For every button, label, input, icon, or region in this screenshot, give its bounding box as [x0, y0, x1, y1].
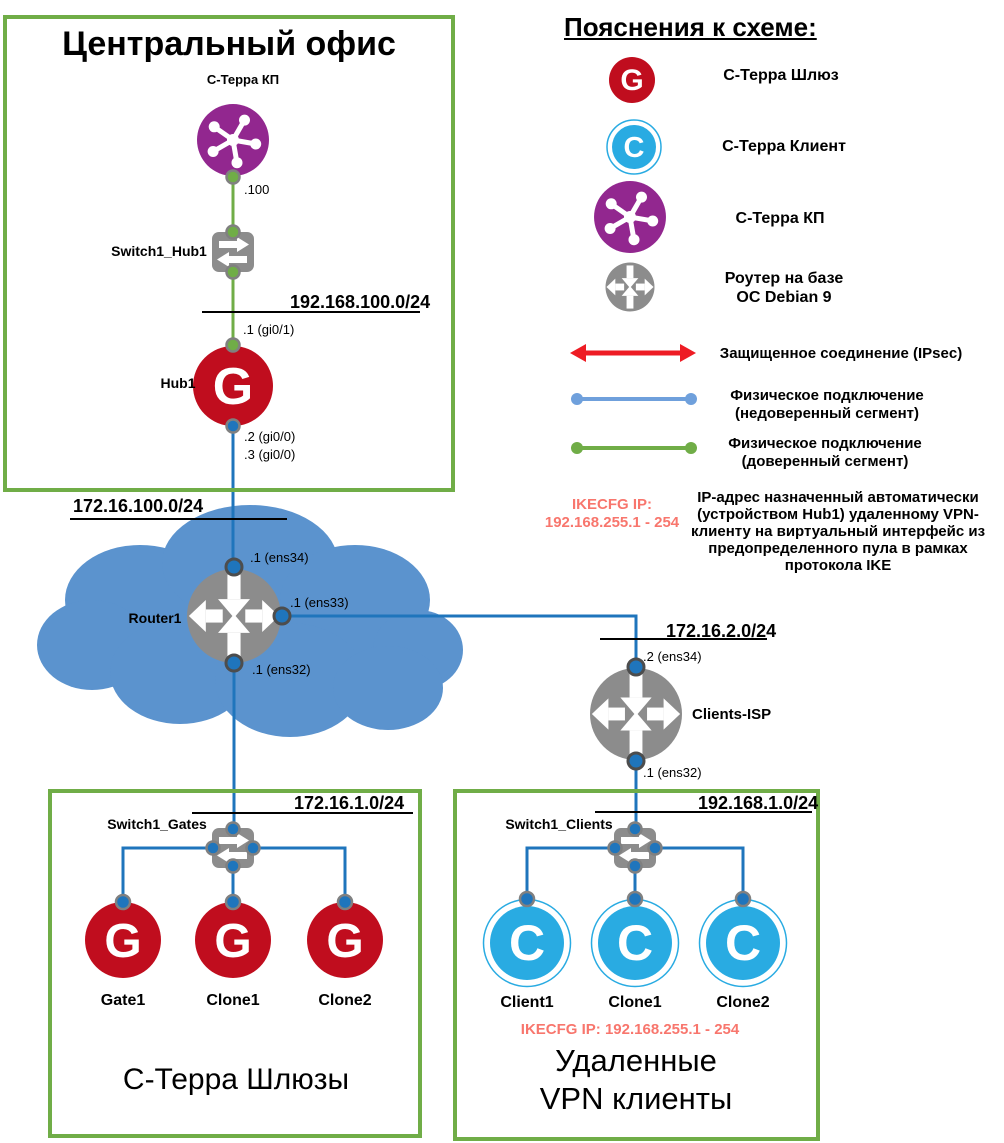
- isp-port-ens32-label: .1 (ens32): [643, 765, 702, 780]
- hub1-port-gi01-label: .1 (gi0/1): [243, 322, 295, 337]
- client1-label: Client1: [500, 994, 554, 1011]
- hub1-label: Hub1: [160, 375, 196, 391]
- gates-network-label: 172.16.1.0/24: [294, 793, 405, 813]
- clients-ikecfg-label: IKECFG IP: 192.168.255.1 - 254: [520, 1021, 740, 1038]
- legend-client-label: С-Терра Клиент: [722, 138, 846, 155]
- router1-icon: [187, 569, 281, 663]
- legend-untrusted-line: [571, 393, 697, 405]
- vpn-clients-title-line2: VPN клиенты: [539, 1081, 733, 1116]
- legend-router-label: [725, 269, 844, 307]
- legend-kp-icon: [594, 181, 666, 253]
- router1-port-ens32-label: .1 (ens32): [252, 662, 311, 677]
- legend-ikecfg-label-line2: 192.168.255.1 - 254: [544, 514, 680, 531]
- legend-router-label-line1: Роутер на базе: [724, 270, 844, 287]
- gateway-letter: G: [620, 64, 644, 97]
- legend-gateway-icon: [609, 57, 655, 103]
- kp-port-label: .100: [244, 182, 270, 197]
- gates-clone2-label: Clone2: [318, 992, 372, 1009]
- legend-gateway-label: С-Терра Шлюз: [723, 67, 839, 84]
- isp-network-label: 172.16.2.0/24: [666, 621, 777, 641]
- client-letter: C: [616, 915, 654, 971]
- clients-network-label: 192.168.1.0/24: [698, 793, 819, 813]
- switch-clients-label: Switch1_Clients: [505, 816, 613, 832]
- central-office-title: Центральный офис: [62, 25, 396, 63]
- isp-port-ens34-label: .2 (ens34): [643, 649, 702, 664]
- legend-ipsec-arrow: [570, 344, 696, 362]
- client-letter: C: [623, 132, 645, 164]
- switch-gates-label: Switch1_Gates: [107, 816, 207, 832]
- legend-router-label-line2: ОС Debian 9: [736, 289, 832, 307]
- legend-ipsec-label: Защищенное соединение (IPsec): [719, 345, 963, 362]
- clients-clone2-label: Clone2: [716, 994, 770, 1011]
- legend-trusted-label-line2: (доверенный сегмент): [741, 453, 909, 470]
- client-letter: C: [508, 915, 546, 971]
- clients-clone1-label: Clone1: [608, 994, 662, 1011]
- gateways-box-title: С-Терра Шлюзы: [122, 1063, 350, 1096]
- central-office-network-label: 192.168.100.0/24: [290, 292, 431, 312]
- router1-label: Router1: [128, 610, 182, 626]
- legend-trusted-label-line1: Физическое подключение: [728, 435, 922, 452]
- hub1-port-gi00-3-label: .3 (gi0/0): [244, 447, 296, 462]
- legend-client-icon: [607, 120, 661, 174]
- legend-ikecfg-description: IP-адрес назначенный автоматически (устройством Hub1) удаленному VPN-клиенту на виртуальный интерфейс из предопределенного пула в рамках протокола IKE: [690, 489, 986, 574]
- wan-network-label: 172.16.100.0/24: [73, 496, 204, 516]
- clients-isp-label: Clients-ISP: [692, 706, 772, 723]
- hub1-port-gi00-2-label: .2 (gi0/0): [244, 429, 296, 444]
- switch-hub1-label: Switch1_Hub1: [111, 243, 207, 259]
- gateway-letter: G: [326, 915, 364, 968]
- gateway-letter: G: [214, 915, 252, 968]
- gateway-letter: G: [212, 358, 254, 416]
- legend-untrusted-label-line2: (недоверенный сегмент): [734, 405, 920, 422]
- router1-port-ens33-label: .1 (ens33): [290, 595, 349, 610]
- legend-trusted-line: [571, 442, 697, 454]
- legend-router-icon: [606, 263, 655, 312]
- client-letter: C: [724, 915, 762, 971]
- gate1-label: Gate1: [100, 992, 146, 1009]
- legend-ikecfg-label: [545, 496, 679, 532]
- gateway-letter: G: [104, 915, 142, 968]
- legend-kp-label: С-Терра КП: [735, 210, 825, 227]
- router1-port-ens34-label: .1 (ens34): [250, 550, 309, 565]
- vpn-clients-title-line1: Удаленные: [555, 1043, 717, 1078]
- kp-node-label: С-Терра КП: [206, 72, 280, 87]
- legend-trusted-label: [728, 435, 922, 471]
- legend-ikecfg-label-line1: IKECFG IP:: [571, 496, 653, 513]
- gates-clone1-label: Clone1: [206, 992, 260, 1009]
- clients-isp-icon: [590, 668, 682, 760]
- legend-untrusted-label: [730, 387, 924, 423]
- legend-untrusted-label-line1: Физическое подключение: [730, 387, 924, 404]
- legend-title: Пояснения к схеме:: [564, 12, 817, 42]
